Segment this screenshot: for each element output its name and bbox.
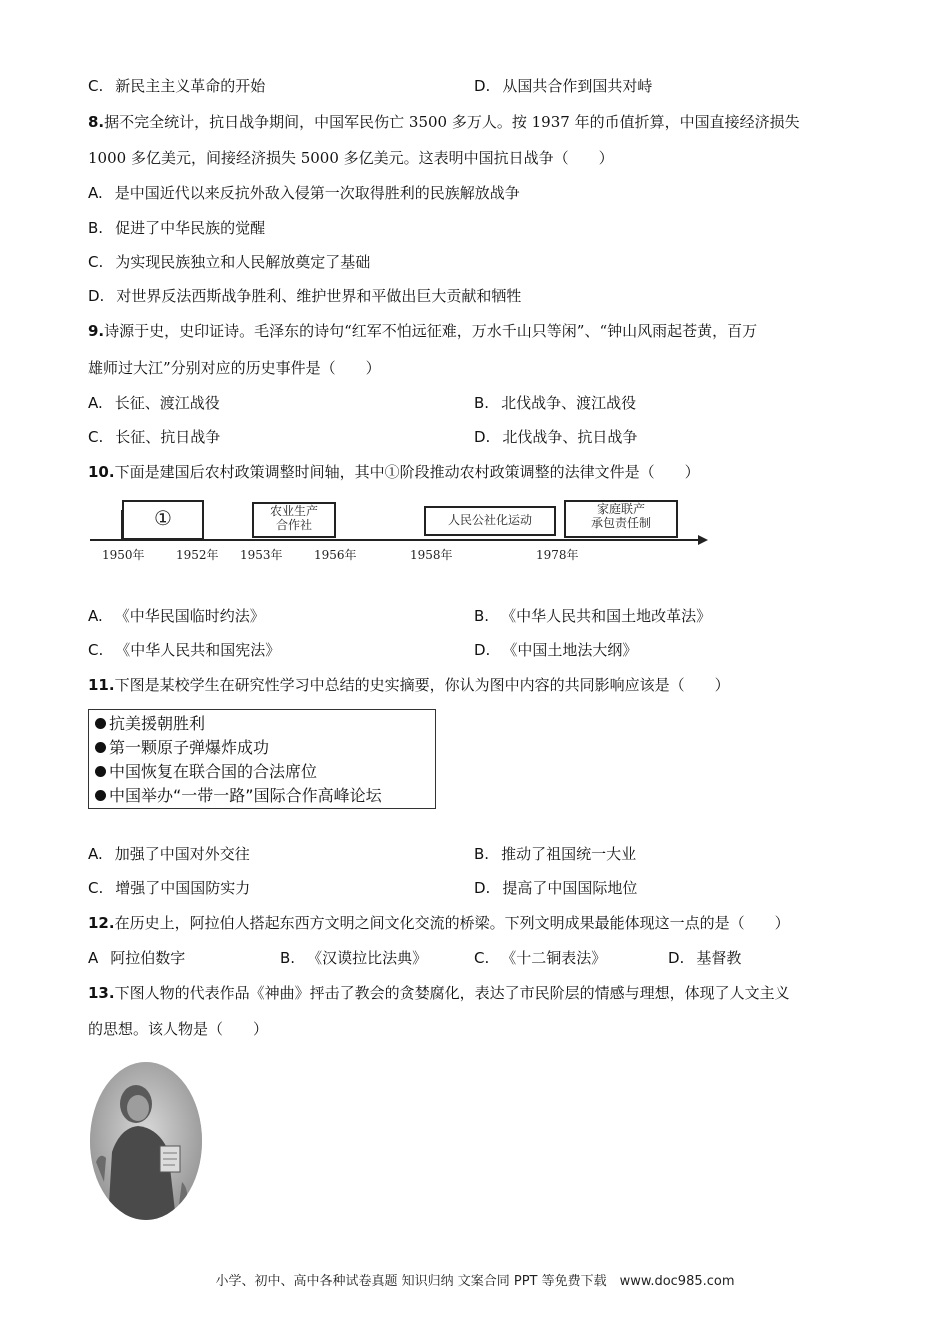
q10-option-a: A. 《中华民国临时约法》 <box>88 607 265 625</box>
q10-stem: 10.下面是建国后农村政策调整时间轴，其中①阶段推动农村政策调整的法律文件是（ ） <box>88 463 700 481</box>
timeline-household-box <box>564 500 678 538</box>
year-1978: 1978年 <box>536 548 579 562</box>
q12-option-b: B. 《汉谟拉比法典》 <box>280 949 428 967</box>
timeline-commune-box <box>424 506 556 536</box>
commune-label: 人民公社化运动 <box>447 513 532 527</box>
q11-option-c: C. 增强了中国国防实力 <box>88 879 251 897</box>
timeline-cooperative-box <box>252 502 336 538</box>
year-1956: 1956年 <box>314 548 357 562</box>
q12-option-a: A 阿拉伯数字 <box>88 949 186 967</box>
summary-item: 第一颗原子弹爆炸成功 <box>95 736 429 760</box>
q7-option-d: D. 从国共合作到国共对峙 <box>474 77 653 95</box>
rural-policy-timeline <box>88 494 708 570</box>
household-label-1: 家庭联产 <box>596 502 645 516</box>
year-1958: 1958年 <box>410 548 453 562</box>
q11-stem: 11.下图是某校学生在研究性学习中总结的史实摘要，你认为图中内容的共同影响应该是（ ） <box>88 676 730 694</box>
q10-option-d: D. 《中国土地法大纲》 <box>474 641 638 659</box>
portrait-figure <box>90 1062 202 1220</box>
q12-option-c: C. 《十二铜表法》 <box>474 949 607 967</box>
timeline-stage-1-box <box>122 500 204 540</box>
stage-1-marker: ① <box>154 506 172 530</box>
summary-item: 中国恢复在联合国的合法席位 <box>95 760 429 784</box>
bullet-icon <box>95 742 106 753</box>
q9-stem-line2: 雄师过大江”分别对应的历史事件是（ ） <box>88 359 381 377</box>
q11-option-b: B. 推动了祖国统一大业 <box>474 845 637 863</box>
q8-stem-line2: 1000 多亿美元，间接经济损失 5000 多亿美元。这表明中国抗日战争（ ） <box>88 149 614 167</box>
q9-option-c: C. 长征、抗日战争 <box>88 428 221 446</box>
q9-option-b: B. 北伐战争、渡江战役 <box>474 394 637 412</box>
q10-option-c: C. 《中华人民共和国宪法》 <box>88 641 281 659</box>
q9-stem-line1: 9.诗源于史，史印证诗。毛泽东的诗句“红军不怕远征难，万水千山只等闲”、“钟山风雨起苍黄，百万 <box>88 322 758 340</box>
q8-option-d: D. 对世界反法西斯战争胜利、维护世界和平做出巨大贡献和牺牲 <box>88 287 522 305</box>
cooperative-label-1: 农业生产 <box>269 504 318 518</box>
household-label-2: 承包责任制 <box>590 516 651 530</box>
q8-stem-line1: 8.据不完全统计，抗日战争期间，中国军民伤亡 3500 多万人。按 1937 年的币值折算，中国直接经济损失 <box>88 113 800 131</box>
summary-item: 抗美援朝胜利 <box>95 712 429 736</box>
year-1952: 1952年 <box>176 548 219 562</box>
portrait-photo <box>90 1062 202 1220</box>
q13-stem-line2: 的思想。该人物是（ ） <box>88 1020 269 1038</box>
bullet-icon <box>95 766 106 777</box>
q7-option-c: C. 新民主主义革命的开始 <box>88 77 266 95</box>
q9-option-d: D. 北伐战争、抗日战争 <box>474 428 638 446</box>
year-1950: 1950年 <box>102 548 145 562</box>
q10-option-b: B. 《中华人民共和国土地改革法》 <box>474 607 712 625</box>
q9-option-a: A. 长征、渡江战役 <box>88 394 220 412</box>
q12-option-d: D. 基督教 <box>668 949 742 967</box>
q11-option-d: D. 提高了中国国际地位 <box>474 879 638 897</box>
q8-option-c: C. 为实现民族独立和人民解放奠定了基础 <box>88 253 371 271</box>
bullet-icon <box>95 718 106 729</box>
q8-option-b: B. 促进了中华民族的觉醒 <box>88 219 266 237</box>
q11-option-a: A. 加强了中国对外交往 <box>88 845 250 863</box>
q13-stem-line1: 13.下图人物的代表作品《神曲》抨击了教会的贪婪腐化，表达了市民阶层的情感与理想，体现了人文主义 <box>88 984 790 1002</box>
q8-option-a: A. 是中国近代以来反抗外敌入侵第一次取得胜利的民族解放战争 <box>88 184 520 202</box>
cooperative-label-2: 合作社 <box>275 518 312 532</box>
q12-stem: 12.在历史上，阿拉伯人搭起东西方文明之间文化交流的桥梁。下列文明成果最能体现这一点的是（ ） <box>88 914 790 932</box>
page-footer: 小学、初中、高中各种试卷真题 知识归纳 文案合同 PPT 等免费下载 www.doc985.com <box>215 1274 735 1289</box>
year-1953: 1953年 <box>240 548 283 562</box>
summary-item: 中国举办“一带一路”国际合作高峰论坛 <box>95 784 429 808</box>
historical-facts-summary-box <box>88 709 436 809</box>
bullet-icon <box>95 790 106 801</box>
